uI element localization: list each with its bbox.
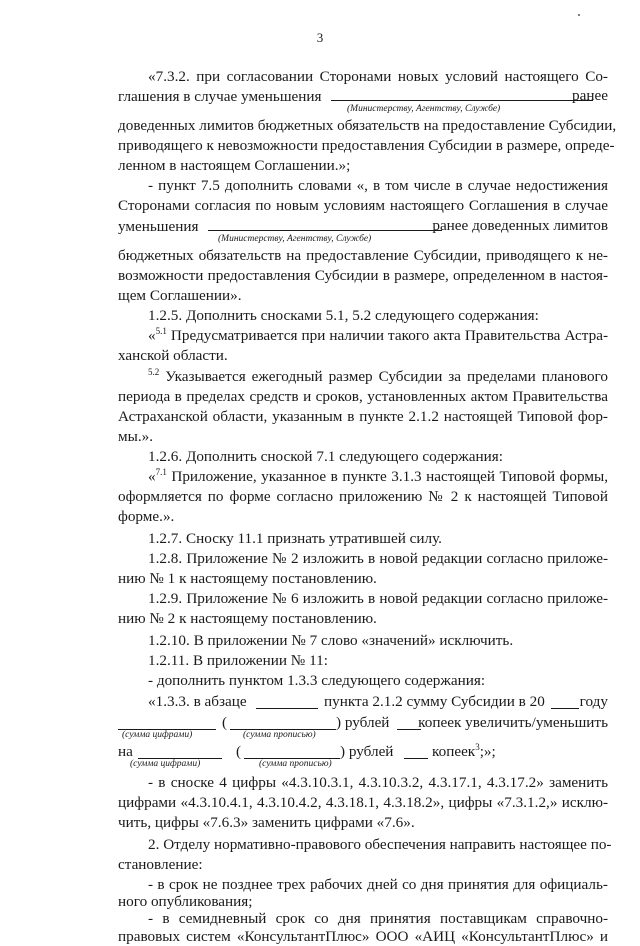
blank-field [230, 716, 336, 730]
field-caption: (сумма цифрами) [130, 759, 201, 769]
text-line: 1.2.6. Дополнить сноской 7.1 следующего содержания: [148, 448, 503, 465]
text-fragment: уменьшения [118, 218, 199, 235]
text-line: 1.2.8. Приложение № 2 изложить в новой редакции согласно приложе- [148, 550, 608, 567]
text-line: - в срок не позднее трех рабочих дней со дня принятия для официаль- [148, 876, 608, 893]
text-line: - в сноске 4 цифры «4.3.10.3.1, 4.3.10.3.2, 4.3.17.1, 4.3.17.2» заменить [148, 774, 608, 791]
text-line: доведенных лимитов бюджетных обязательств на предоставление Субсидии, [118, 117, 617, 134]
footnote-mark: 3 [475, 741, 480, 752]
text-line: приводящего к невозможности предоставления Субсидии в размере, опреде- [118, 137, 615, 154]
text-line: цифрами «4.3.10.4.1, 4.3.10.4.2, 4.3.18.1, 4.3.18.2», цифры «7.3.1.2,» исклю- [118, 794, 608, 811]
field-caption: (Министерству, Агентству, Службе) [218, 234, 372, 244]
text-line: - дополнить пунктом 1.3.3 следующего содержания: [148, 672, 486, 689]
text-fragment: пункта 2.1.2 сумму Субсидии в 20 [324, 693, 545, 710]
text-line: Астраханской области, указанным в пункте 2.1.2 настоящей Типовой фор- [118, 408, 608, 425]
text-fragment: « [148, 327, 156, 344]
text-line: мы.». [118, 428, 154, 445]
text-fragment: Указывается ежегодный размер Субсидии за пределами планового [159, 368, 608, 385]
text-line: нию № 2 к настоящему постановлению. [118, 610, 377, 627]
blank-field [118, 716, 216, 730]
text-line: чить, цифры «7.6.3» заменить цифрами «7.6». [118, 814, 415, 831]
text-line: становление: [118, 856, 203, 873]
text-fragment: ( [222, 714, 228, 731]
blank-field [256, 695, 318, 709]
text-line: Сторонами согласия по новым условиям настоящего Соглашения в случае [118, 197, 608, 214]
text-line: 1.2.9. Приложение № 6 изложить в новой редакции согласно приложе- [148, 590, 608, 607]
footnote-mark: 7.1 [155, 466, 167, 477]
page-number: 3 [316, 30, 324, 45]
text-fragment: ) рублей [336, 714, 390, 731]
text-line: 2. Отделу нормативно-правового обеспечения направить настоящее по- [148, 836, 612, 853]
field-caption: (сумма цифрами) [122, 730, 193, 740]
text-line: щем Соглашении». [118, 287, 242, 304]
text-line: 1.2.5. Дополнить сносками 5.1, 5.2 следующего содержания: [148, 307, 539, 324]
text-line: бюджетных обязательств на предоставление Субсидии, приводящего к не- [118, 247, 608, 264]
text-fragment: Приложение, указанное в пункте 3.1.3 настоящей Типовой формы, [166, 468, 608, 485]
text-fragment: «1.3.3. в абзаце [148, 693, 247, 710]
text-line: 1.2.7. Сноску 11.1 признать утратившей силу. [148, 530, 442, 547]
text-line [148, 368, 608, 386]
footnote-mark: 5.1 [155, 325, 167, 336]
blank-field [551, 695, 579, 709]
text-line: ханской области. [118, 347, 228, 364]
text-line: 1.2.11. В приложении № 11: [148, 652, 328, 669]
text-fragment: на [118, 743, 133, 760]
field-caption: (Министерству, Агентству, Службе) [347, 104, 501, 114]
text-fragment: ранее [572, 87, 608, 104]
text-line [148, 327, 608, 345]
blank-field [244, 745, 340, 759]
blank-field [331, 87, 593, 101]
blank-field [138, 745, 222, 759]
text-fragment: ;»; [479, 743, 496, 760]
text-fragment: Предусматривается при наличии такого акта Правительства Астра- [166, 327, 608, 344]
text-fragment: ) рублей [340, 743, 394, 760]
text-line: «7.3.2. при согласовании Сторонами новых условий настоящего Со- [148, 68, 608, 85]
text-fragment: глашения в случае уменьшения [118, 88, 322, 105]
text-fragment: ранее доведенных лимитов [432, 217, 608, 234]
text-line: правовых систем «КонсультантПлюс» ООО «АИЦ «КонсультантПлюс» и [118, 928, 608, 945]
text-line: оформляется по форме согласно приложению № 2 к настоящей Типовой [118, 488, 608, 505]
text-line: - пункт 7.5 дополнить словами «, в том числе в случае недостижения [148, 177, 608, 194]
blank-field [208, 217, 442, 231]
footnote-mark: 5.2 [148, 366, 160, 377]
field-caption: (сумма прописью) [259, 759, 332, 769]
text-line: - в семидневный срок со дня принятия поставщикам справочно- [148, 910, 608, 927]
text-line: возможности предоставления Субсидии в размере, определенном в настоя- [118, 267, 608, 284]
text-fragment: году [579, 693, 608, 710]
field-caption: (сумма прописью) [243, 730, 316, 740]
text-fragment: копеек увеличить/уменьшить [418, 714, 608, 731]
text-line: нию № 1 к настоящему постановлению. [118, 570, 377, 587]
text-line: периода в пределах средств и сроков, установленных актом Правительства [118, 388, 608, 405]
text-line [148, 468, 608, 486]
text-line: ленном в настоящем Соглашении.»; [118, 157, 351, 174]
text-line: форме.». [118, 508, 175, 525]
scan-speck [578, 14, 580, 16]
text-fragment: « [148, 468, 156, 485]
text-fragment: ( [236, 743, 242, 760]
text-line: ного опубликования; [118, 893, 253, 910]
blank-field [404, 745, 428, 759]
text-fragment: копеек [432, 743, 476, 760]
text-line: 1.2.10. В приложении № 7 слово «значений» исключить. [148, 632, 514, 649]
